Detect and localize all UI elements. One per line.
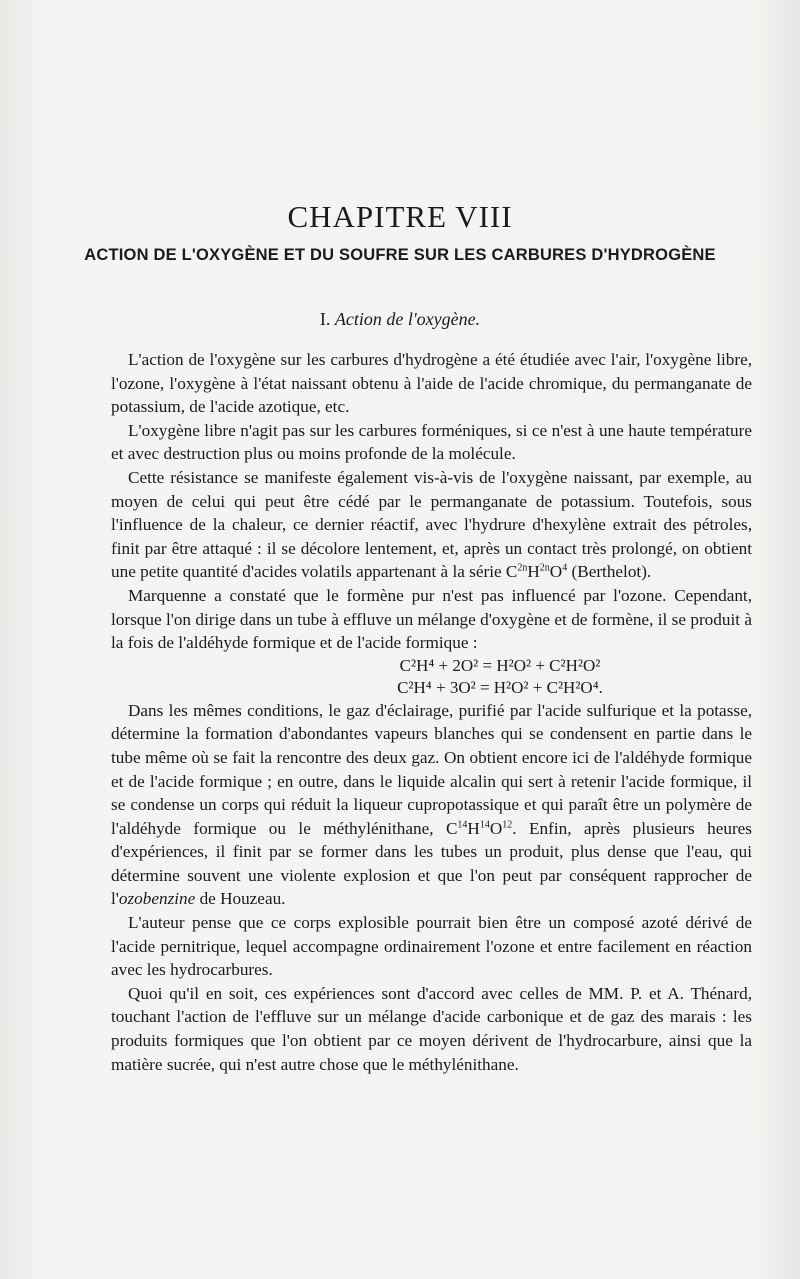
paragraph-5-text: Dans les mêmes conditions, le gaz d'éclairage, purifié par l'acide sulfurique et la potasse, détermine la formation d'abondantes vapeurs blanches qui se condensent en partie dans le tube même où se fait la rencontre des deux gaz. On obtient encore ici de l'aldéhyde formique et de l'acide formique ; en outre, dans le liquide alcalin qui sert à retenir l'acide formique, il se condense un corps qui réduit la liqueur cupropotassique et qui paraît être un polymère de l'aldéhyde formique ou le méthylénithane, C xyxy=(111,700,752,838)
formula-2: C²H⁴ + 3O² = H²O² + C²H²O⁴. xyxy=(397,677,603,697)
paragraph-3: Cette résistance se manifeste également vis-à-vis de l'oxygène naissant, par exemple, au moyen de celui qui peut être cédé par le permanganate de potassium. Toutefois, sous l'influence de la chaleur, ce dernier réactif, avec l'hydrure d'hexylène extrait des pétroles, finit par être attaqué : il se décolore lentement, et, après un contact très prolongé, on obtient une petite quantité d'acides volatils appartenant à la série $C^{2n}H^{2n}O^4$ (Berthelot). xyxy=(111,467,752,582)
formula-block xyxy=(111,655,752,699)
paragraph-5-text-3: de Houzeau. xyxy=(195,889,286,909)
paragraph-5: Dans les mêmes conditions, le gaz d'éclairage, purifié par l'acide sulfurique et la potasse, détermine la formation d'abondantes vapeurs blanches qui se condensent en partie dans le tube même où se fait la rencontre des deux gaz. On obtient encore ici de l'aldéhyde formique et de l'acide formique ; en outre, dans le liquide alcalin qui sert à retenir l'acide formique, il se condense un corps qui réduit la liqueur cupropotassique et qui paraît être un polymère de l'aldéhyde formique ou le méthylénithane, $C^{14}H^{14}O^{12}$. Enfin, après plusieurs heures d'expériences, il finit par se former dans les tubes un produit, plus dense que l'eau, qui détermine souvent une violente explosion et que l'on peut par conséquent rapprocher de l'ozobenzine de Houzeau. xyxy=(111,700,752,909)
paragraph-7: Quoi qu'il en soit, ces expériences sont d'accord avec celles de MM. P. et A. Thénard, touchant l'action de l'effluve sur un mélange d'acide carbonique et de gaz des marais : les produits formiques que l'on obtient par ce moyen dérivent de l'hydrocarbure, ainsi que la matière sucrée, qui n'est autre chose que le méthylénithane. xyxy=(111,983,752,1074)
chapter-title: CHAPITRE VIII xyxy=(287,198,513,234)
formula-1: C²H⁴ + 2O² = H²O² + C²H²O² xyxy=(399,655,601,675)
subsection-title: Action de l'oxygène. xyxy=(334,309,481,329)
paragraph-4: Marquenne a constaté que le formène pur n'est pas influencé par l'ozone. Cependant, lorsque l'on dirige dans un tube à effluve un mélange d'oxygène et de formène, il se produit à la fois de l'aldéhyde formique et de l'acide formique : xyxy=(111,585,752,653)
paragraph-3-text: Cette résistance se manifeste également vis-à-vis de l'oxygène naissant, par exemple, au moyen de celui qui peut être cédé par le permanganate de potassium. Toutefois, sous l'influence de la chaleur, ce dernier réactif, avec l'hydrure d'hexylène extrait des pétroles, finit par être attaqué : il se décolore lentement, et, après un contact très prolongé, on obtient une petite quantité d'acides volatils appartenant à la série C xyxy=(111,467,752,582)
subsection-number: I. xyxy=(319,309,331,329)
paragraph-1: L'action de l'oxygène sur les carbures d'hydrogène a été étudiée avec l'air, l'oxygène libre, l'ozone, l'oxygène à l'état naissant obtenu à l'aide de l'acide chromique, du permanganate de potassium, de l'acide azotique, etc. xyxy=(111,350,752,417)
paragraph-3-tail: (Berthelot). xyxy=(571,562,652,582)
body-text xyxy=(111,348,752,1076)
subsection-heading xyxy=(0,309,800,330)
section-title: ACTION DE L'OXYGÈNE ET DU SOUFRE SUR LES CARBURES D'HYDROGÈNE xyxy=(84,246,716,264)
paragraph-5-text-2: . Enfin, après plusieurs heures d'expériences, il finit par se former dans les tubes un produit, plus dense que l'eau, qui détermine souvent une violente explosion et que l'on peut par conséquent rapprocher de l' xyxy=(111,818,752,909)
paragraph-5-italic: ozobenzine xyxy=(118,889,196,909)
paragraph-6: L'auteur pense que ce corps explosible pourrait bien être un composé azoté dérivé de l'acide pernitrique, lequel accompagne ordinairement l'ozone et entre facilement en réaction avec les hydrocarbures. xyxy=(111,913,752,980)
paragraph-2: L'oxygène libre n'agit pas sur les carbures forméniques, si ce n'est à une haute température et avec destruction plus ou moins profonde de la molécule. xyxy=(111,420,752,464)
